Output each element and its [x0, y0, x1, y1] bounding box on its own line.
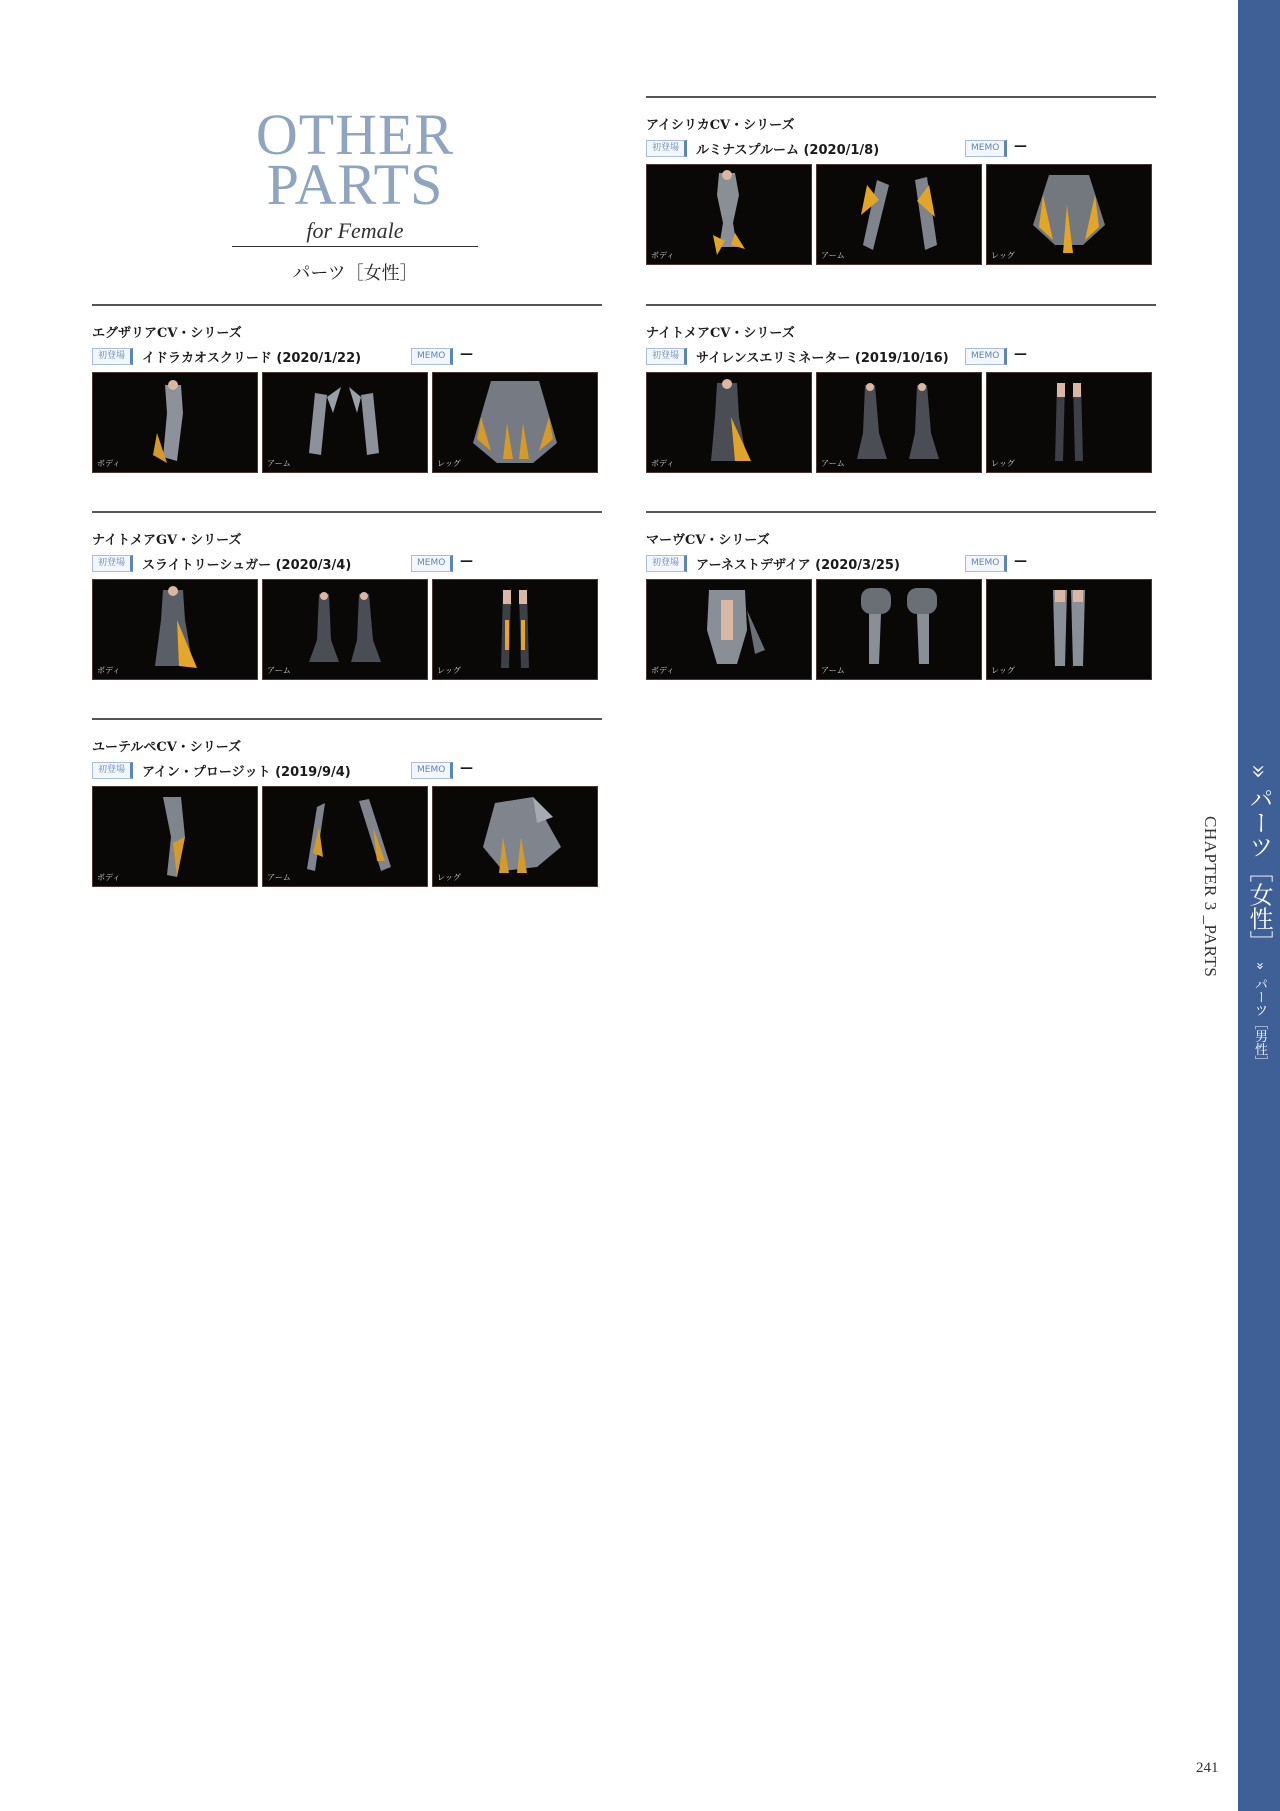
item-name: スライトリーシュガー (2020/3/4) [142, 558, 352, 573]
thumbnail-label: レッグ [437, 459, 461, 468]
thumbnail-label: ボディ [651, 459, 675, 468]
thumbnail-body [92, 372, 258, 473]
memo-value: — [460, 761, 473, 776]
series-name: アイシリカCV・シリーズ [646, 118, 795, 133]
thumbnail-arm [816, 372, 982, 473]
memo-value: — [1014, 554, 1027, 569]
memo-value: — [460, 347, 473, 362]
divider [92, 511, 602, 513]
sidebar-next-section[interactable]: パーツ［男性］ [1252, 977, 1267, 1069]
divider [646, 511, 1156, 513]
series-meta [646, 138, 1156, 158]
memo-value: — [1014, 139, 1027, 154]
series-meta [646, 553, 1156, 573]
heading-japanese: パーツ［女性］ [292, 263, 418, 284]
thumbnail-label: アーム [267, 459, 291, 468]
thumbnail-body [92, 579, 258, 680]
series-block [646, 511, 1156, 680]
series-block [92, 511, 602, 680]
thumbnail-row [92, 579, 602, 680]
item-name: ルミナスプルーム (2020/1/8) [696, 143, 880, 158]
thumbnail-label: アーム [267, 666, 291, 675]
debut-badge: 初登場 [92, 762, 133, 779]
thumbnail-row [646, 372, 1156, 473]
thumbnail-arm [262, 372, 428, 473]
thumbnail-label: レッグ [991, 666, 1015, 675]
thumbnail-arm [816, 164, 982, 265]
series-meta [646, 346, 1156, 366]
thumbnail-arm [262, 579, 428, 680]
debut-badge: 初登場 [646, 140, 687, 157]
double-chevron-icon: » [1252, 961, 1267, 970]
heading-rule [232, 246, 478, 247]
item-name: イドラカオスクリード (2020/1/22) [142, 351, 362, 366]
thumbnail-label: ボディ [97, 873, 121, 882]
sidebar-nav-text [1242, 764, 1276, 1069]
thumbnail-label: レッグ [991, 459, 1015, 468]
item-name: アーネストデザイア (2020/3/25) [696, 558, 900, 573]
thumbnail-label: ボディ [651, 251, 675, 260]
series-block [646, 96, 1156, 265]
thumbnail-body [92, 786, 258, 887]
series-block [92, 718, 602, 887]
memo-badge: MEMO [411, 555, 453, 572]
double-chevron-icon: » [1245, 764, 1273, 779]
debut-badge: 初登場 [646, 348, 687, 365]
thumbnail-row [646, 579, 1156, 680]
section-heading [230, 102, 480, 285]
series-block [646, 304, 1156, 473]
series-meta [92, 760, 602, 780]
thumbnail-leg [986, 579, 1152, 680]
series-name: マーヴCV・シリーズ [646, 533, 770, 548]
thumbnail-label: アーム [821, 251, 845, 260]
thumbnail-row [646, 164, 1156, 265]
thumbnail-row [92, 372, 602, 473]
memo-value: — [1014, 347, 1027, 362]
thumbnail-arm [262, 786, 428, 887]
sidebar-current-section[interactable]: パーツ［女性］ [1245, 786, 1273, 955]
thumbnail-label: アーム [267, 873, 291, 882]
debut-badge: 初登場 [646, 555, 687, 572]
memo-badge: MEMO [965, 348, 1007, 365]
debut-badge: 初登場 [92, 555, 133, 572]
item-name: サイレンスエリミネーター (2019/10/16) [696, 351, 949, 366]
divider [92, 718, 602, 720]
page-number: 241 [1196, 1760, 1219, 1776]
thumbnail-arm [816, 579, 982, 680]
heading-line-1: OTHER [255, 102, 455, 167]
series-name: ナイトメアCV・シリーズ [646, 326, 795, 341]
sidebar-navigation [1242, 764, 1276, 1074]
series-meta [92, 553, 602, 573]
thumbnail-label: ボディ [97, 666, 121, 675]
thumbnail-label: アーム [821, 459, 845, 468]
thumbnail-label: アーム [821, 666, 845, 675]
divider [92, 304, 602, 306]
item-name: アイン・プロージット (2019/9/4) [142, 765, 351, 780]
memo-badge: MEMO [411, 762, 453, 779]
thumbnail-row [92, 786, 602, 887]
memo-badge: MEMO [411, 348, 453, 365]
heading-subtitle: for Female [306, 218, 404, 243]
memo-badge: MEMO [965, 555, 1007, 572]
thumbnail-body [646, 372, 812, 473]
memo-badge: MEMO [965, 140, 1007, 157]
thumbnail-label: レッグ [437, 666, 461, 675]
thumbnail-label: レッグ [437, 873, 461, 882]
thumbnail-label: ボディ [651, 666, 675, 675]
series-meta [92, 346, 602, 366]
thumbnail-label: ボディ [97, 459, 121, 468]
thumbnail-leg [432, 786, 598, 887]
divider [646, 304, 1156, 306]
series-name: エグザリアCV・シリーズ [92, 326, 242, 341]
divider [646, 96, 1156, 98]
thumbnail-leg [432, 372, 598, 473]
series-name: ユーテルペCV・シリーズ [92, 740, 242, 755]
debut-badge: 初登場 [92, 348, 133, 365]
series-name: ナイトメアGV・シリーズ [92, 533, 242, 548]
thumbnail-leg [432, 579, 598, 680]
thumbnail-leg [986, 164, 1152, 265]
memo-value: — [460, 554, 473, 569]
series-block [92, 304, 602, 473]
heading-line-2: PARTS [266, 152, 444, 217]
chapter-label: CHAPTER 3 _PARTS [1201, 816, 1220, 978]
thumbnail-body [646, 579, 812, 680]
thumbnail-leg [986, 372, 1152, 473]
thumbnail-label: レッグ [991, 251, 1015, 260]
thumbnail-body [646, 164, 812, 265]
